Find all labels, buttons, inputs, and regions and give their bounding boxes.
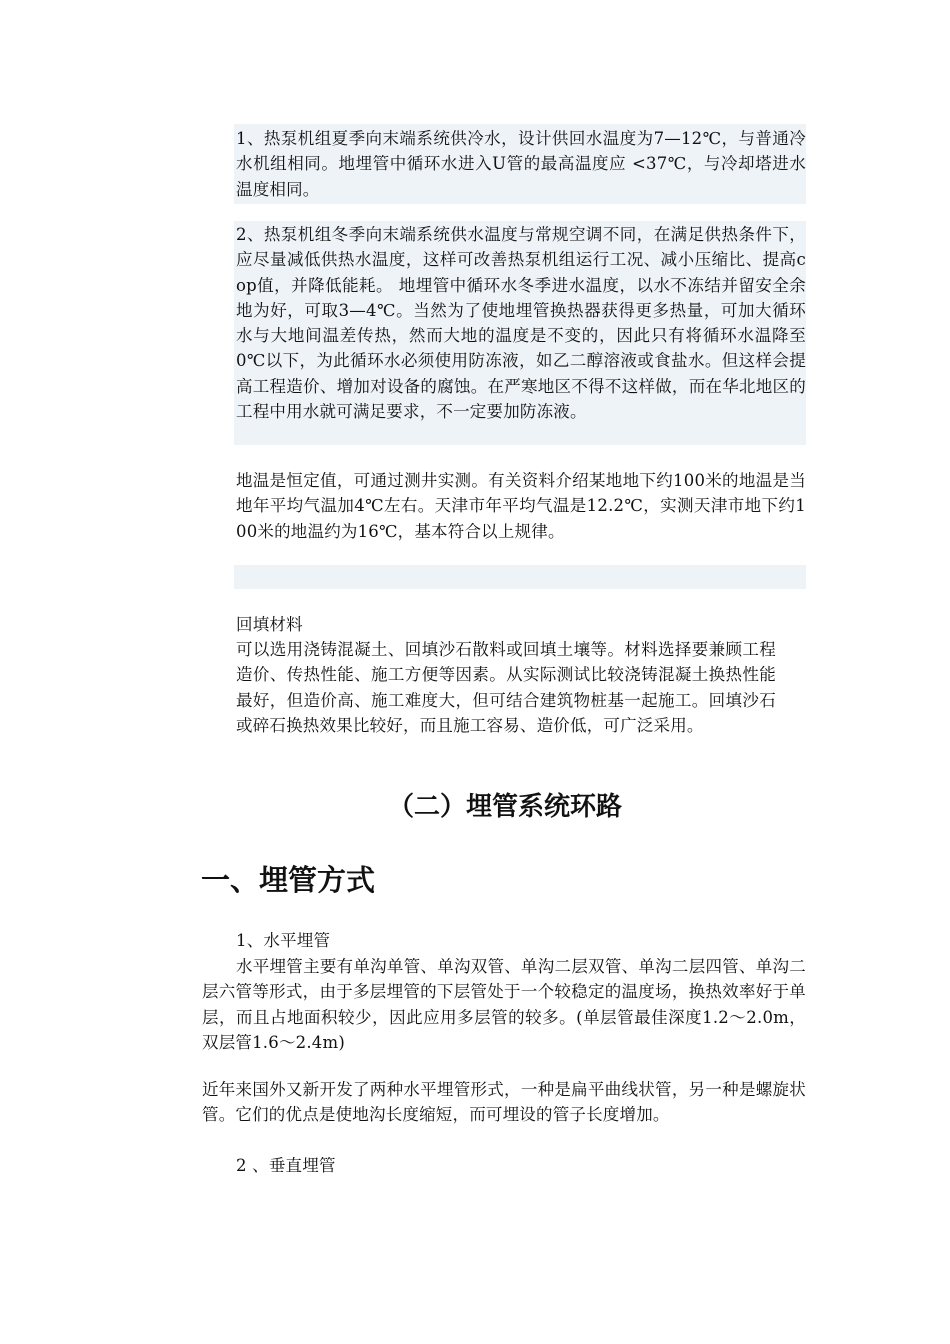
new-horizontal-forms-paragraph: 近年来国外又新开发了两种水平埋管形式，一种是扁平曲线状管，另一种是螺旋状管。它们的优点是使地沟长度缩短，而可埋设的管子长度增加。 bbox=[202, 1080, 806, 1125]
ground-temperature-paragraph: 地温是恒定值，可通过测井实测。有关资料介绍某地地下约100米的地温是当地年平均气温加4℃左右。天津市年平均气温是12.2℃，实测天津市地下约100米的地温约为16℃，基本符合以上规律。 bbox=[236, 471, 806, 541]
cooling-note-paragraph: 1、热泵机组夏季向末端系统供冷水，设计供回水温度为7—12℃，与普通冷水机组相同。地埋管中循环水进入U管的最高温度应 <37℃，与冷却塔进水温度相同。 bbox=[236, 129, 806, 199]
section-title: （二）埋管系统环路 bbox=[387, 792, 622, 822]
heating-note-paragraph: 2、热泵机组冬季向末端系统供水温度与常规空调不同，在满足供热条件下，应尽量减低供热水温度，这样可改善热泵机组运行工况、减小压缩比、提高cop值，并降低能耗。 地埋管中循环水冬季进水温度，以水不冻结并留安全余地为好，可取3—4℃。当然为了使地埋管换热器获得更多热量，可加大循环水与大地间温差传热，然而大地的温度是不变的，因此只有将循环水温降至0℃以下，为此循环水必须使用防冻液，如乙二醇溶液或食盐水。但这样会提高工程造价、增加对设备的腐蚀。在严寒地区不得不这样做，而在华北地区的工程中用水就可满足要求，不一定要加防冻液。 bbox=[236, 225, 806, 422]
horizontal-burial-paragraph: 水平埋管主要有单沟单管、单沟双管、单沟二层双管、单沟二层四管、单沟二层六管等形式，由于多层埋管的下层管处于一个较稳定的温度场，换热效率好于单层，而且占地面积较少，因此应用多层管的较多。(单层管最佳深度1.2～2.0m，双层管1.6～2.4m) bbox=[202, 957, 806, 1052]
heading-burial-method: 一、埋管方式 bbox=[201, 863, 376, 897]
backfill-paragraph: 可以选用浇铸混凝土、回填沙石散料或回填土壤等。材料选择要兼顾工程造价、传热性能、施工方便等因素。从实际测试比较浇铸混凝土换热性能最好，但造价高、施工难度大，但可结合建筑物桩基一起施工。回填沙石或碎石换热效果比较好，而且施工容易、造价低，可广泛采用。 bbox=[236, 640, 776, 735]
backfill-title: 回填材料 bbox=[236, 615, 303, 634]
note-shade-3 bbox=[234, 565, 806, 589]
horizontal-burial-label: 1、水平埋管 bbox=[236, 931, 331, 950]
vertical-burial-label: 2 、垂直埋管 bbox=[236, 1156, 336, 1175]
